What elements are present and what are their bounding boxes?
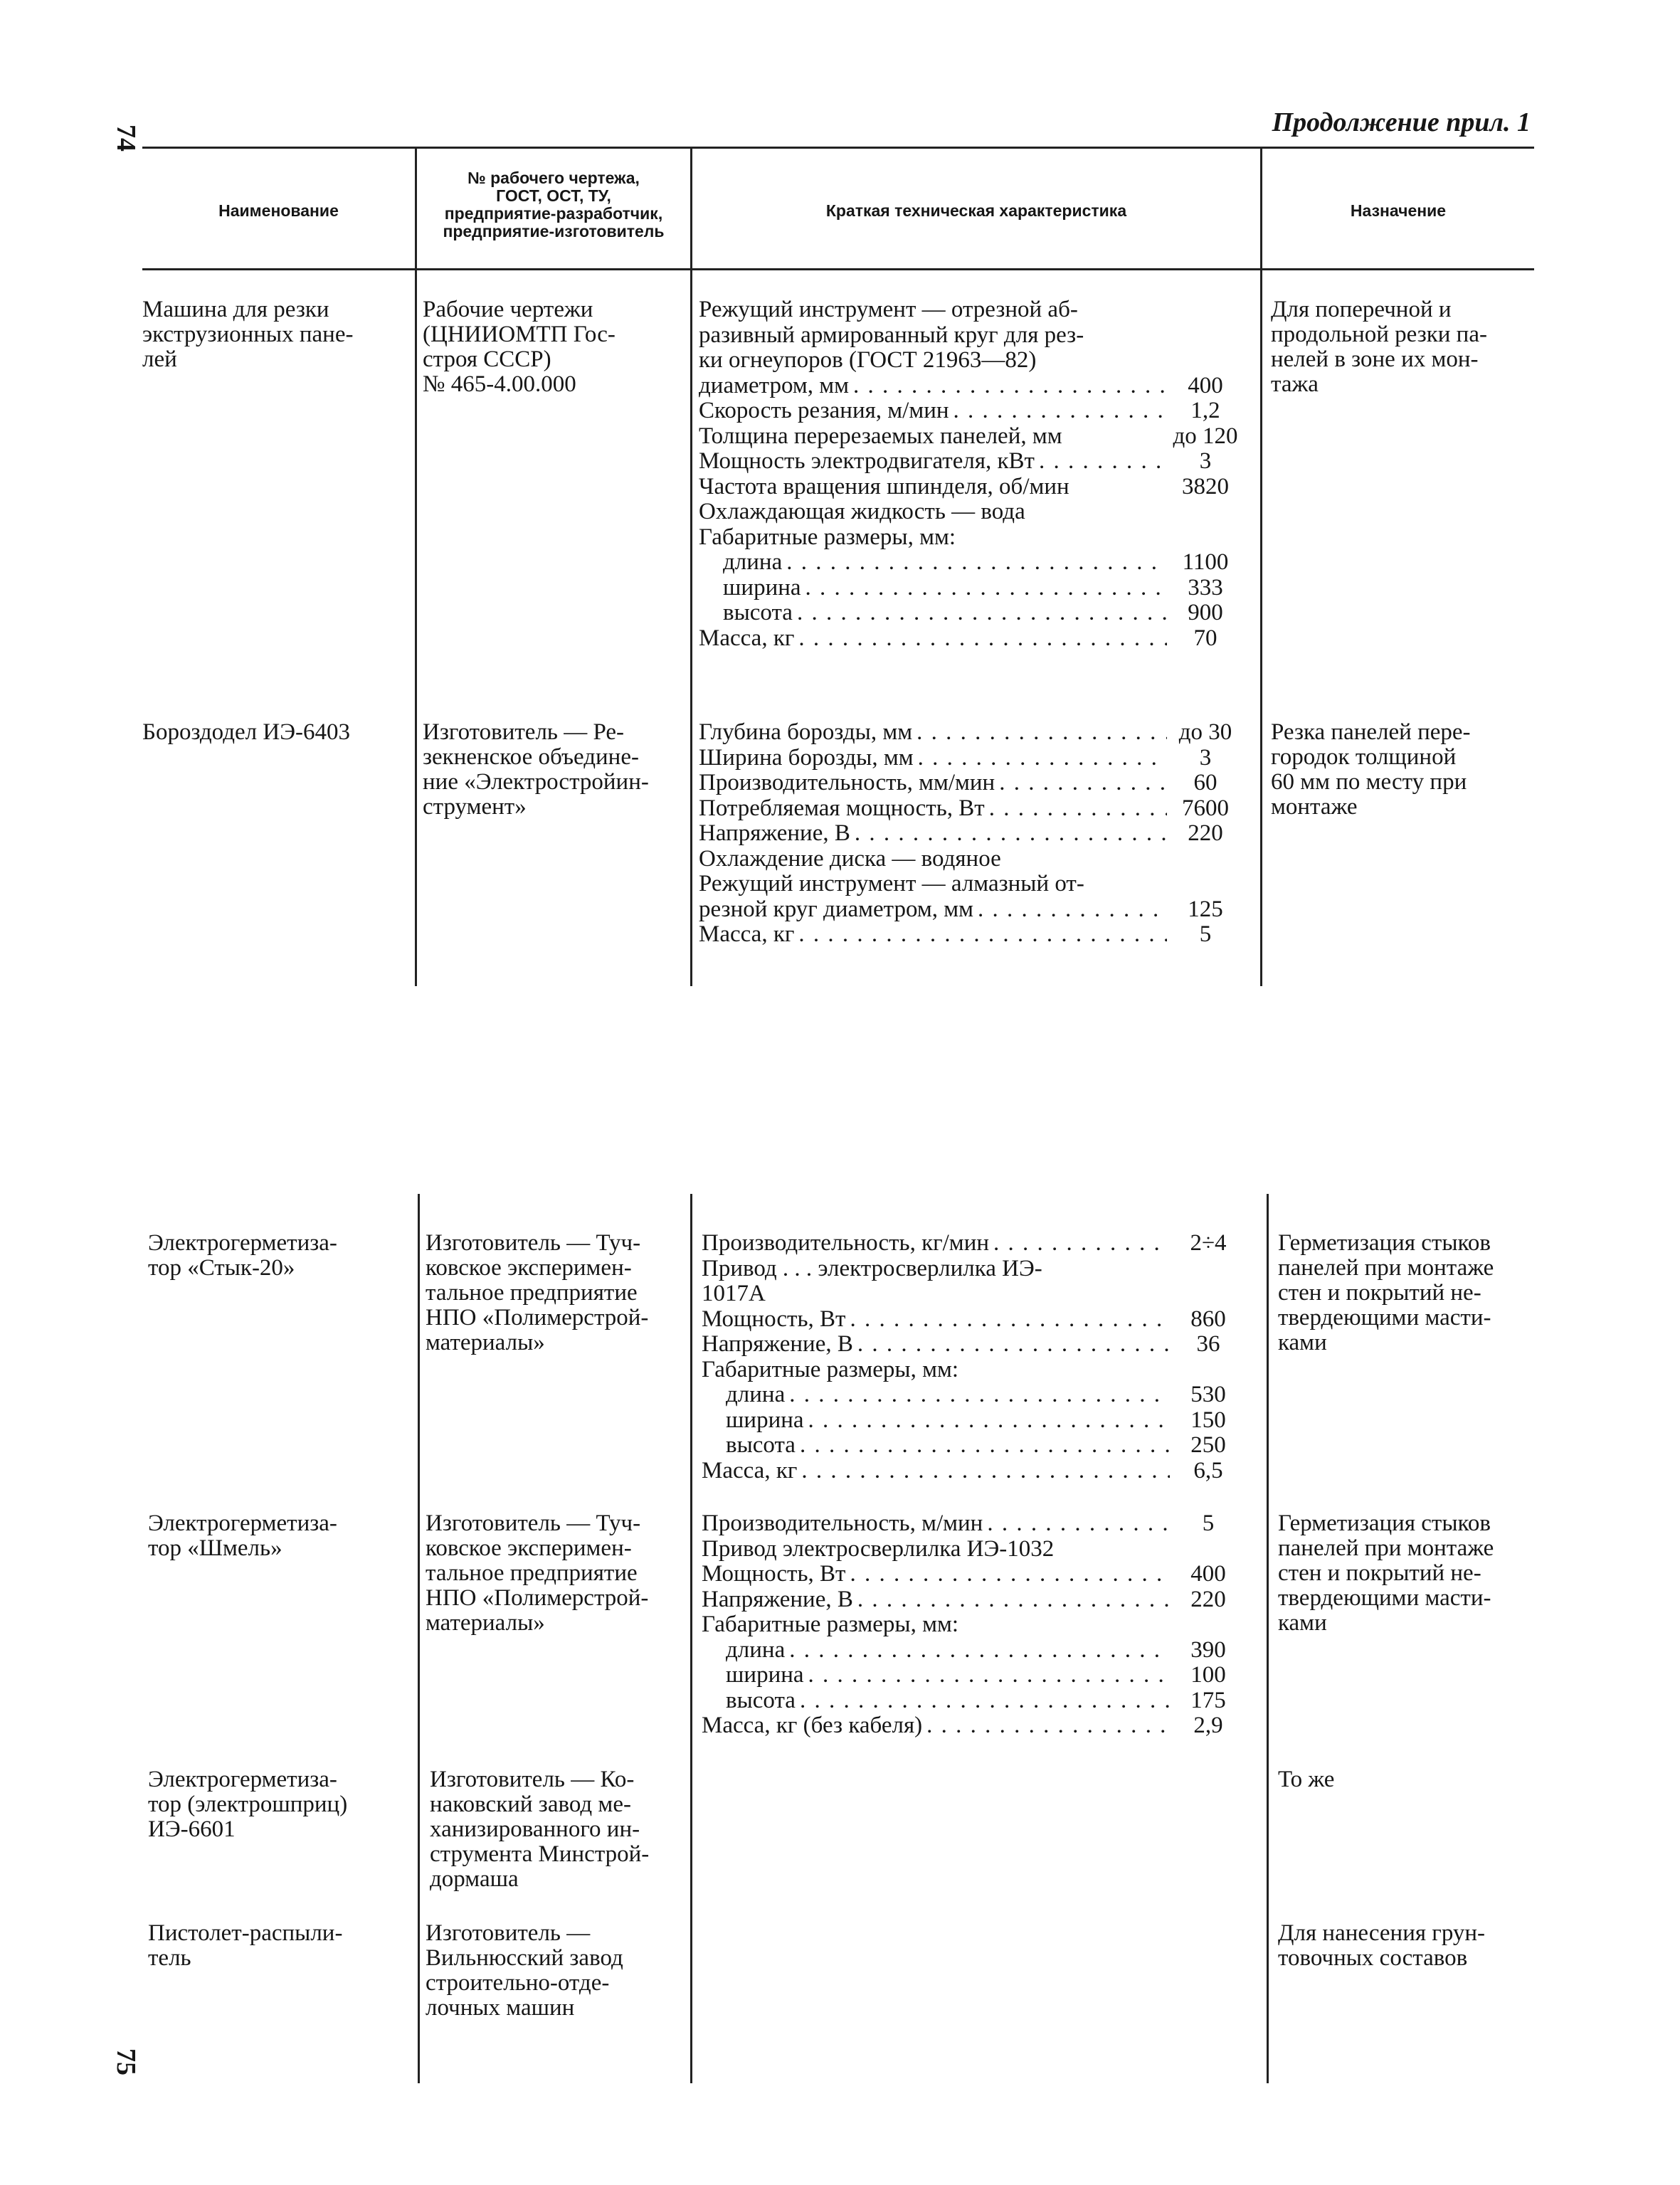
text-line: (ЦНИИОМТП Гос- xyxy=(423,322,616,347)
text-line: строя СССР) xyxy=(423,346,551,372)
text-line: панелей при монтаже xyxy=(1278,1255,1494,1281)
spec-row xyxy=(699,720,1240,746)
column-divider-2-top xyxy=(690,147,692,986)
text-line: панелей при монтаже xyxy=(1278,1535,1494,1561)
text-line: тор «Шмель» xyxy=(148,1535,282,1561)
spec-value: 390 xyxy=(1190,1636,1226,1663)
spec-row xyxy=(699,847,1240,872)
row3-name xyxy=(148,1231,411,1281)
text-line: ИЭ-6601 xyxy=(148,1816,236,1842)
text-line: наковский завод ме- xyxy=(430,1792,631,1817)
text-line: Герметизация стыков xyxy=(1278,1511,1491,1536)
row4-name xyxy=(148,1511,411,1561)
spec-label: Скорость резания, м/мин xyxy=(699,398,949,423)
spec-row xyxy=(699,525,1240,551)
spec-row xyxy=(702,1281,1242,1307)
spec-label: Режущий инструмент — отрезной аб- xyxy=(699,297,1078,322)
text-line: Рабочие чертежи xyxy=(423,297,593,322)
text-line: Электрогерметиза- xyxy=(148,1767,337,1792)
spec-label: Напряжение, В xyxy=(702,1586,853,1612)
spec-value: 125 xyxy=(1188,896,1223,922)
spec-value: 150 xyxy=(1190,1407,1226,1433)
dot-leader xyxy=(789,1638,1170,1663)
spec-row xyxy=(699,424,1240,450)
spec-row xyxy=(702,1562,1242,1587)
row5-purpose xyxy=(1278,1767,1541,1792)
header-doc-line: предприятие-изготовитель xyxy=(443,222,665,240)
spec-label: Мощность электродвигателя, кВт xyxy=(699,448,1035,474)
spec-label: Частота вращения шпинделя, об/мин xyxy=(699,473,1069,499)
dot-leader xyxy=(786,550,1167,576)
header-doc xyxy=(417,169,690,240)
spec-value: 5 xyxy=(1199,921,1212,947)
spec-row xyxy=(699,323,1240,349)
column-divider-1-bottom xyxy=(418,1194,420,2083)
spec-row xyxy=(699,475,1240,500)
text-line: Изготовитель — Ко- xyxy=(430,1767,635,1792)
text-line: городок толщиной xyxy=(1271,744,1457,770)
dot-leader xyxy=(857,1587,1170,1613)
spec-label: Ширина борозды, мм xyxy=(699,744,914,771)
row1-name xyxy=(142,297,406,372)
dot-leader xyxy=(993,1231,1170,1256)
spec-label: Габаритные размеры, мм: xyxy=(702,1356,959,1382)
spec-label: Масса, кг xyxy=(699,921,795,947)
header-bottom-rule xyxy=(142,268,1534,270)
dot-leader xyxy=(805,576,1167,601)
spec-label: Толщина перерезаемых панелей, мм xyxy=(699,423,1062,449)
spec-row xyxy=(699,449,1240,475)
dot-leader xyxy=(1039,449,1167,475)
text-line: ками xyxy=(1278,1330,1327,1355)
spec-value: 2÷4 xyxy=(1190,1230,1227,1256)
header-doc-line: предприятие-разработчик, xyxy=(444,204,663,223)
dot-leader xyxy=(918,746,1167,771)
spec-row xyxy=(702,1612,1242,1638)
row2-name xyxy=(142,720,406,745)
text-line: строительно-отде- xyxy=(426,1970,610,1996)
spec-row xyxy=(702,1511,1242,1537)
spec-row xyxy=(702,1307,1242,1333)
spec-row xyxy=(699,746,1240,771)
row5-name xyxy=(148,1767,411,1842)
spec-row xyxy=(702,1713,1242,1739)
spec-value: до 30 xyxy=(1178,719,1232,745)
spec-row xyxy=(702,1382,1242,1408)
spec-row xyxy=(699,374,1240,399)
spec-row xyxy=(699,771,1240,796)
text-line: тальное предприятие xyxy=(426,1560,638,1586)
text-line: тажа xyxy=(1271,371,1319,397)
text-line: № 465-4.00.000 xyxy=(423,371,576,397)
text-line: Вильнюсский завод xyxy=(426,1945,623,1971)
column-divider-3-top xyxy=(1260,147,1262,986)
dot-leader xyxy=(857,1332,1170,1358)
text-line: твердеющими масти- xyxy=(1278,1585,1491,1611)
dot-leader xyxy=(953,398,1167,424)
text-line: струмент» xyxy=(423,794,527,820)
spec-value: 70 xyxy=(1193,625,1217,651)
text-line: ками xyxy=(1278,1610,1327,1636)
row1-doc xyxy=(423,297,686,397)
spec-row xyxy=(702,1638,1242,1663)
spec-value: 5 xyxy=(1202,1511,1215,1536)
text-line: лей xyxy=(142,346,177,372)
spec-row xyxy=(699,499,1240,525)
spec-label: диаметром, мм xyxy=(699,372,849,398)
spec-value: 6,5 xyxy=(1193,1457,1223,1483)
text-line: Изготовитель — xyxy=(426,1920,591,1946)
row2-purpose xyxy=(1271,720,1534,820)
spec-row xyxy=(702,1537,1242,1562)
spec-row xyxy=(702,1256,1242,1282)
spec-value: 220 xyxy=(1188,820,1223,846)
dot-leader xyxy=(916,720,1167,746)
spec-row xyxy=(699,872,1240,897)
spec-value: до 120 xyxy=(1173,423,1238,449)
spec-label: ширина xyxy=(726,1407,804,1433)
row1-specs xyxy=(699,297,1240,651)
spec-row xyxy=(702,1459,1242,1484)
spec-value: 3 xyxy=(1199,744,1212,771)
spec-label: длина xyxy=(723,549,783,575)
spec-label: Масса, кг (без кабеля) xyxy=(702,1713,923,1738)
text-line: Машина для резки xyxy=(142,297,329,322)
row6-purpose xyxy=(1278,1921,1541,1971)
dot-leader xyxy=(999,771,1167,796)
spec-label: Масса, кг xyxy=(699,625,795,651)
column-divider-2-bottom xyxy=(690,1194,692,2083)
text-line: ковское эксперимен- xyxy=(426,1535,632,1561)
spec-value: 530 xyxy=(1190,1382,1226,1407)
header-doc-line: ГОСТ, ОСТ, ТУ, xyxy=(496,186,611,205)
spec-row xyxy=(702,1358,1242,1383)
text-line: ковское эксперимен- xyxy=(426,1255,632,1281)
header-purpose: Назначение xyxy=(1350,201,1447,220)
spec-label: Производительность, мм/мин xyxy=(699,770,995,795)
spec-label: высота xyxy=(726,1432,796,1458)
spec-value: 400 xyxy=(1188,372,1223,398)
continuation-title: Продолжение прил. 1 xyxy=(1272,107,1531,137)
text-line: Электрогерметиза- xyxy=(148,1511,337,1536)
text-line: Пистолет-распыли- xyxy=(148,1920,343,1946)
text-line: Бороздодел ИЭ-6403 xyxy=(142,719,350,745)
spec-label: Привод электросверлилка ИЭ-1032 xyxy=(702,1535,1055,1562)
spec-row xyxy=(699,626,1240,652)
spec-value: 250 xyxy=(1190,1432,1226,1458)
text-line: струмента Минстрой- xyxy=(430,1841,650,1867)
text-line: Изготовитель — Ре- xyxy=(423,719,625,745)
dot-leader xyxy=(850,1562,1170,1587)
spec-row xyxy=(702,1587,1242,1613)
spec-value: 3 xyxy=(1199,448,1212,474)
text-line: материалы» xyxy=(426,1330,545,1355)
text-line: НПО «Полимерстрой- xyxy=(426,1585,649,1611)
text-line: тор (электрошприц) xyxy=(148,1792,348,1817)
page-number-bottom: 75 xyxy=(111,2048,141,2075)
spec-row xyxy=(699,796,1240,822)
spec-value: 333 xyxy=(1188,574,1223,601)
row3-doc xyxy=(426,1231,689,1355)
spec-value: 7600 xyxy=(1182,795,1229,821)
spec-row xyxy=(699,348,1240,374)
spec-label: Охлаждение диска — водяное xyxy=(699,845,1001,872)
header-doc-line: № рабочего чертежа, xyxy=(467,169,640,187)
text-line: Изготовитель — Туч- xyxy=(426,1230,641,1256)
spec-label: резной круг диаметром, мм xyxy=(699,896,974,922)
text-line: 60 мм по месту при xyxy=(1271,769,1467,795)
spec-value: 175 xyxy=(1190,1687,1226,1713)
text-line: зекненское объедине- xyxy=(423,744,639,770)
table-top-rule xyxy=(142,147,1534,149)
dot-leader xyxy=(850,1307,1170,1333)
spec-label: ширина xyxy=(723,574,801,601)
dot-leader xyxy=(808,1408,1170,1434)
row2-doc xyxy=(423,720,686,820)
spec-label: Режущий инструмент — алмазный от- xyxy=(699,871,1084,896)
row6-name xyxy=(148,1921,411,1971)
text-line: нелей в зоне их мон- xyxy=(1271,346,1479,372)
spec-label: ки огнеупоров (ГОСТ 21963—82) xyxy=(699,347,1037,373)
text-line: стен и покрытий не- xyxy=(1278,1280,1481,1306)
text-line: товочных составов xyxy=(1278,1945,1468,1971)
spec-row xyxy=(702,1688,1242,1714)
dot-leader xyxy=(926,1713,1170,1739)
spec-value: 220 xyxy=(1190,1586,1226,1612)
text-line: продольной резки па- xyxy=(1271,322,1487,347)
spec-label: Масса, кг xyxy=(702,1457,798,1483)
dot-leader xyxy=(797,601,1167,626)
spec-value: 2,9 xyxy=(1193,1713,1223,1738)
dot-leader xyxy=(989,796,1167,822)
dot-leader xyxy=(978,897,1167,923)
text-line: стен и покрытий не- xyxy=(1278,1560,1481,1586)
text-line: НПО «Полимерстрой- xyxy=(426,1305,649,1330)
text-line: материалы» xyxy=(426,1610,545,1636)
header-specs: Краткая техническая характеристика xyxy=(825,201,1127,220)
spec-label: Глубина борозды, мм xyxy=(699,719,913,745)
row6-doc xyxy=(426,1921,689,2021)
row4-doc xyxy=(426,1511,689,1636)
spec-value: 100 xyxy=(1190,1662,1226,1688)
text-line: лочных машин xyxy=(426,1995,575,2021)
spec-row xyxy=(702,1231,1242,1256)
dot-leader xyxy=(808,1663,1170,1688)
dot-leader xyxy=(801,1459,1170,1484)
row2-specs xyxy=(699,720,1240,948)
text-line: ние «Электростройин- xyxy=(423,769,649,795)
text-line: тальное предприятие xyxy=(426,1280,638,1306)
spec-label: Производительность, кг/мин xyxy=(702,1230,990,1256)
spec-row xyxy=(699,550,1240,576)
row4-purpose xyxy=(1278,1511,1541,1636)
spec-label: ширина xyxy=(726,1662,804,1688)
text-line: Герметизация стыков xyxy=(1278,1230,1491,1256)
text-line: дормаша xyxy=(430,1866,519,1892)
spec-value: 900 xyxy=(1188,600,1223,625)
spec-label: Мощность, Вт xyxy=(702,1561,846,1587)
spec-label: Мощность, Вт xyxy=(702,1306,846,1332)
text-line: монтаже xyxy=(1271,794,1358,820)
spec-row xyxy=(699,297,1240,323)
text-line: Изготовитель — Туч- xyxy=(426,1511,641,1536)
row3-specs xyxy=(702,1231,1242,1483)
spec-label: Производительность, м/мин xyxy=(702,1511,983,1536)
spec-label: Охлаждающая жидкость — вода xyxy=(699,499,1025,524)
spec-label: длина xyxy=(726,1382,786,1407)
spec-label: Габаритные размеры, мм: xyxy=(702,1612,959,1637)
column-divider-3-bottom xyxy=(1267,1194,1269,2083)
dot-leader xyxy=(987,1511,1170,1537)
spec-label: Габаритные размеры, мм: xyxy=(699,524,956,550)
spec-label: длина xyxy=(726,1636,786,1663)
spec-value: 400 xyxy=(1190,1561,1226,1587)
text-line: тель xyxy=(148,1945,191,1971)
row3-purpose xyxy=(1278,1231,1541,1355)
spec-value: 60 xyxy=(1193,770,1217,795)
row5-doc xyxy=(430,1767,686,1892)
dot-leader xyxy=(853,374,1167,399)
dot-leader xyxy=(798,922,1167,948)
page-number-top: 74 xyxy=(111,125,141,152)
dot-leader xyxy=(800,1688,1170,1714)
row4-specs xyxy=(702,1511,1242,1739)
spec-row xyxy=(699,897,1240,923)
column-divider-1-top xyxy=(415,147,417,986)
text-line: Электрогерметиза- xyxy=(148,1230,337,1256)
spec-label: разивный армированный круг для рез- xyxy=(699,322,1084,348)
spec-label: Напряжение, В xyxy=(702,1331,853,1357)
spec-row xyxy=(699,576,1240,601)
spec-label: Напряжение, В xyxy=(699,820,850,846)
spec-row xyxy=(702,1433,1242,1459)
spec-row xyxy=(702,1663,1242,1688)
dot-leader xyxy=(798,626,1167,652)
spec-label: Потребляемая мощность, Вт xyxy=(699,795,985,821)
spec-value: 860 xyxy=(1190,1306,1226,1332)
spec-label: 1017А xyxy=(702,1281,766,1306)
dot-leader xyxy=(789,1382,1170,1408)
spec-value: 1100 xyxy=(1182,549,1229,575)
spec-row xyxy=(702,1408,1242,1434)
text-line: То же xyxy=(1278,1767,1335,1792)
spec-label: высота xyxy=(726,1687,796,1713)
text-line: Для поперечной и xyxy=(1271,297,1452,322)
text-line: ханизированного ин- xyxy=(430,1816,640,1842)
spec-value: 36 xyxy=(1196,1331,1220,1357)
text-line: твердеющими масти- xyxy=(1278,1305,1491,1330)
text-line: Резка панелей пере- xyxy=(1271,719,1471,745)
header-name: Наименование xyxy=(218,201,339,220)
spec-row xyxy=(699,601,1240,626)
dot-leader xyxy=(855,821,1167,847)
spec-label: Привод . . . электросверлилка ИЭ- xyxy=(702,1255,1042,1281)
text-line: экструзионных пане- xyxy=(142,322,354,347)
spec-label: высота xyxy=(723,600,793,625)
spec-value: 3820 xyxy=(1182,473,1229,499)
spec-row xyxy=(699,398,1240,424)
spec-value: 1,2 xyxy=(1190,398,1220,423)
dot-leader xyxy=(800,1433,1170,1459)
spec-row xyxy=(699,922,1240,948)
text-line: тор «Стык-20» xyxy=(148,1255,295,1281)
text-line: Для нанесения грун- xyxy=(1278,1920,1486,1946)
spec-row xyxy=(702,1332,1242,1358)
spec-row xyxy=(699,821,1240,847)
row1-purpose xyxy=(1271,297,1534,397)
